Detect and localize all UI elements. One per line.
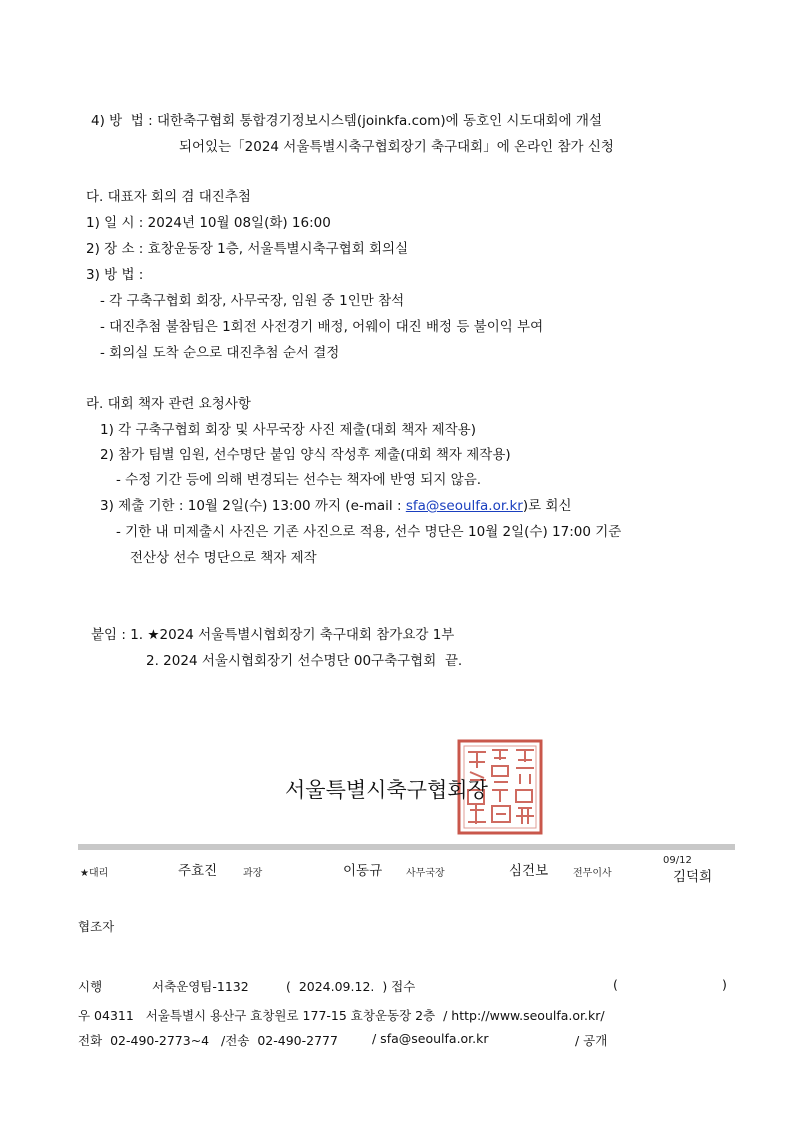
section-da-item-2: 2) 장 소 : 효창운동장 1층, 서울특별시축구협회 회의실	[86, 241, 409, 257]
reviewer-2-name: 심건보	[509, 863, 549, 879]
reviewer-1-name: 이동규	[343, 863, 383, 879]
item-3-suffix: )로 회신	[522, 498, 572, 514]
drafter-name: 주효진	[178, 863, 218, 879]
section-da-bullet-3: - 회의실 도착 순으로 대진추첨 순서 결정	[100, 345, 340, 361]
item-3-prefix: 3) 제출 기한 : 10월 2일(수) 13:00 까지 (e-mail :	[100, 498, 406, 514]
section-ra-item-1: 1) 각 구축구협회 회장 및 사무국장 사진 제출(대회 책자 제작용)	[100, 422, 476, 438]
section-da-item-1: 1) 일 시 : 2024년 10월 08일(화) 16:00	[86, 215, 331, 231]
section-ra-item-2: 2) 참가 팀별 임원, 선수명단 붙임 양식 작성후 제출(대회 책자 제작용)	[100, 447, 511, 463]
organization-name: 서울특별시축구협회장	[285, 778, 488, 802]
cooperator-label: 협조자	[78, 919, 115, 934]
drafter-role: ★대리	[80, 868, 109, 879]
section-ra-heading: 라. 대회 책자 관련 요청사항	[86, 396, 251, 412]
reviewer-1-role: 과장	[243, 868, 263, 879]
reviewer-2-role: 사무국장	[406, 868, 445, 879]
section-da-bullet-2: - 대진추첨 불참팀은 1회전 사전경기 배정, 어웨이 대진 배정 등 불이익 부여	[100, 319, 544, 335]
section-ra-item-2-note: - 수정 기간 등에 의해 변경되는 선수는 책자에 반영 되지 않음.	[116, 472, 482, 488]
footer-phone: 전화 02-490-2773~4 /전송 02-490-2777	[78, 1033, 338, 1048]
method-line-2: 되어있는「2024 서울특별시축구협회장기 축구대회」에 온라인 참가 신청	[179, 139, 614, 155]
section-da-bullet-1: - 각 구축구협회 회장, 사무국장, 임원 중 1인만 참석	[100, 293, 405, 309]
footer-visibility: / 공개	[575, 1033, 608, 1048]
enforce-label: 시행	[78, 979, 103, 994]
section-ra-item-3-note-2: 전산상 선수 명단으로 책자 제작	[130, 550, 317, 566]
approver-role: 전무이사	[573, 868, 612, 879]
receipt-open: (	[613, 977, 618, 992]
approver-name: 김덕희	[673, 869, 713, 885]
attachment-line-1: 붙임 : 1. ★2024 서울특별시협회장기 축구대회 참가요강 1부	[91, 627, 455, 643]
section-ra-item-3	[100, 497, 572, 515]
approval-divider	[78, 844, 735, 850]
footer-email: / sfa@seoulfa.or.kr	[372, 1031, 489, 1046]
approver-date: 09/12	[663, 855, 692, 866]
attachment-line-2: 2. 2024 서울시협회장기 선수명단 00구축구협회 끝.	[146, 653, 463, 669]
enforce-number: 서축운영팀-1132	[152, 979, 249, 994]
enforce-date: ( 2024.09.12. ) 접수	[286, 979, 416, 994]
method-line-1: 4) 방 법 : 대한축구협회 통합경기정보시스템(joinkfa.com)에 동호인 시도대회에 개설	[91, 113, 602, 129]
section-da-item-3: 3) 방 법 :	[86, 267, 144, 283]
email-link[interactable]: sfa@seoulfa.or.kr	[405, 498, 523, 514]
receipt-close: )	[722, 977, 727, 992]
section-da-heading: 다. 대표자 회의 겸 대진추첨	[86, 189, 251, 205]
footer-address: 우 04311 서울특별시 용산구 효창원로 177-15 효창운동장 2층 / http://www.seoulfa.or.kr/	[78, 1008, 605, 1023]
section-ra-item-3-note-1: - 기한 내 미제출시 사진은 기존 사진으로 적용, 선수 명단은 10월 2일(수) 17:00 기준	[116, 524, 622, 540]
